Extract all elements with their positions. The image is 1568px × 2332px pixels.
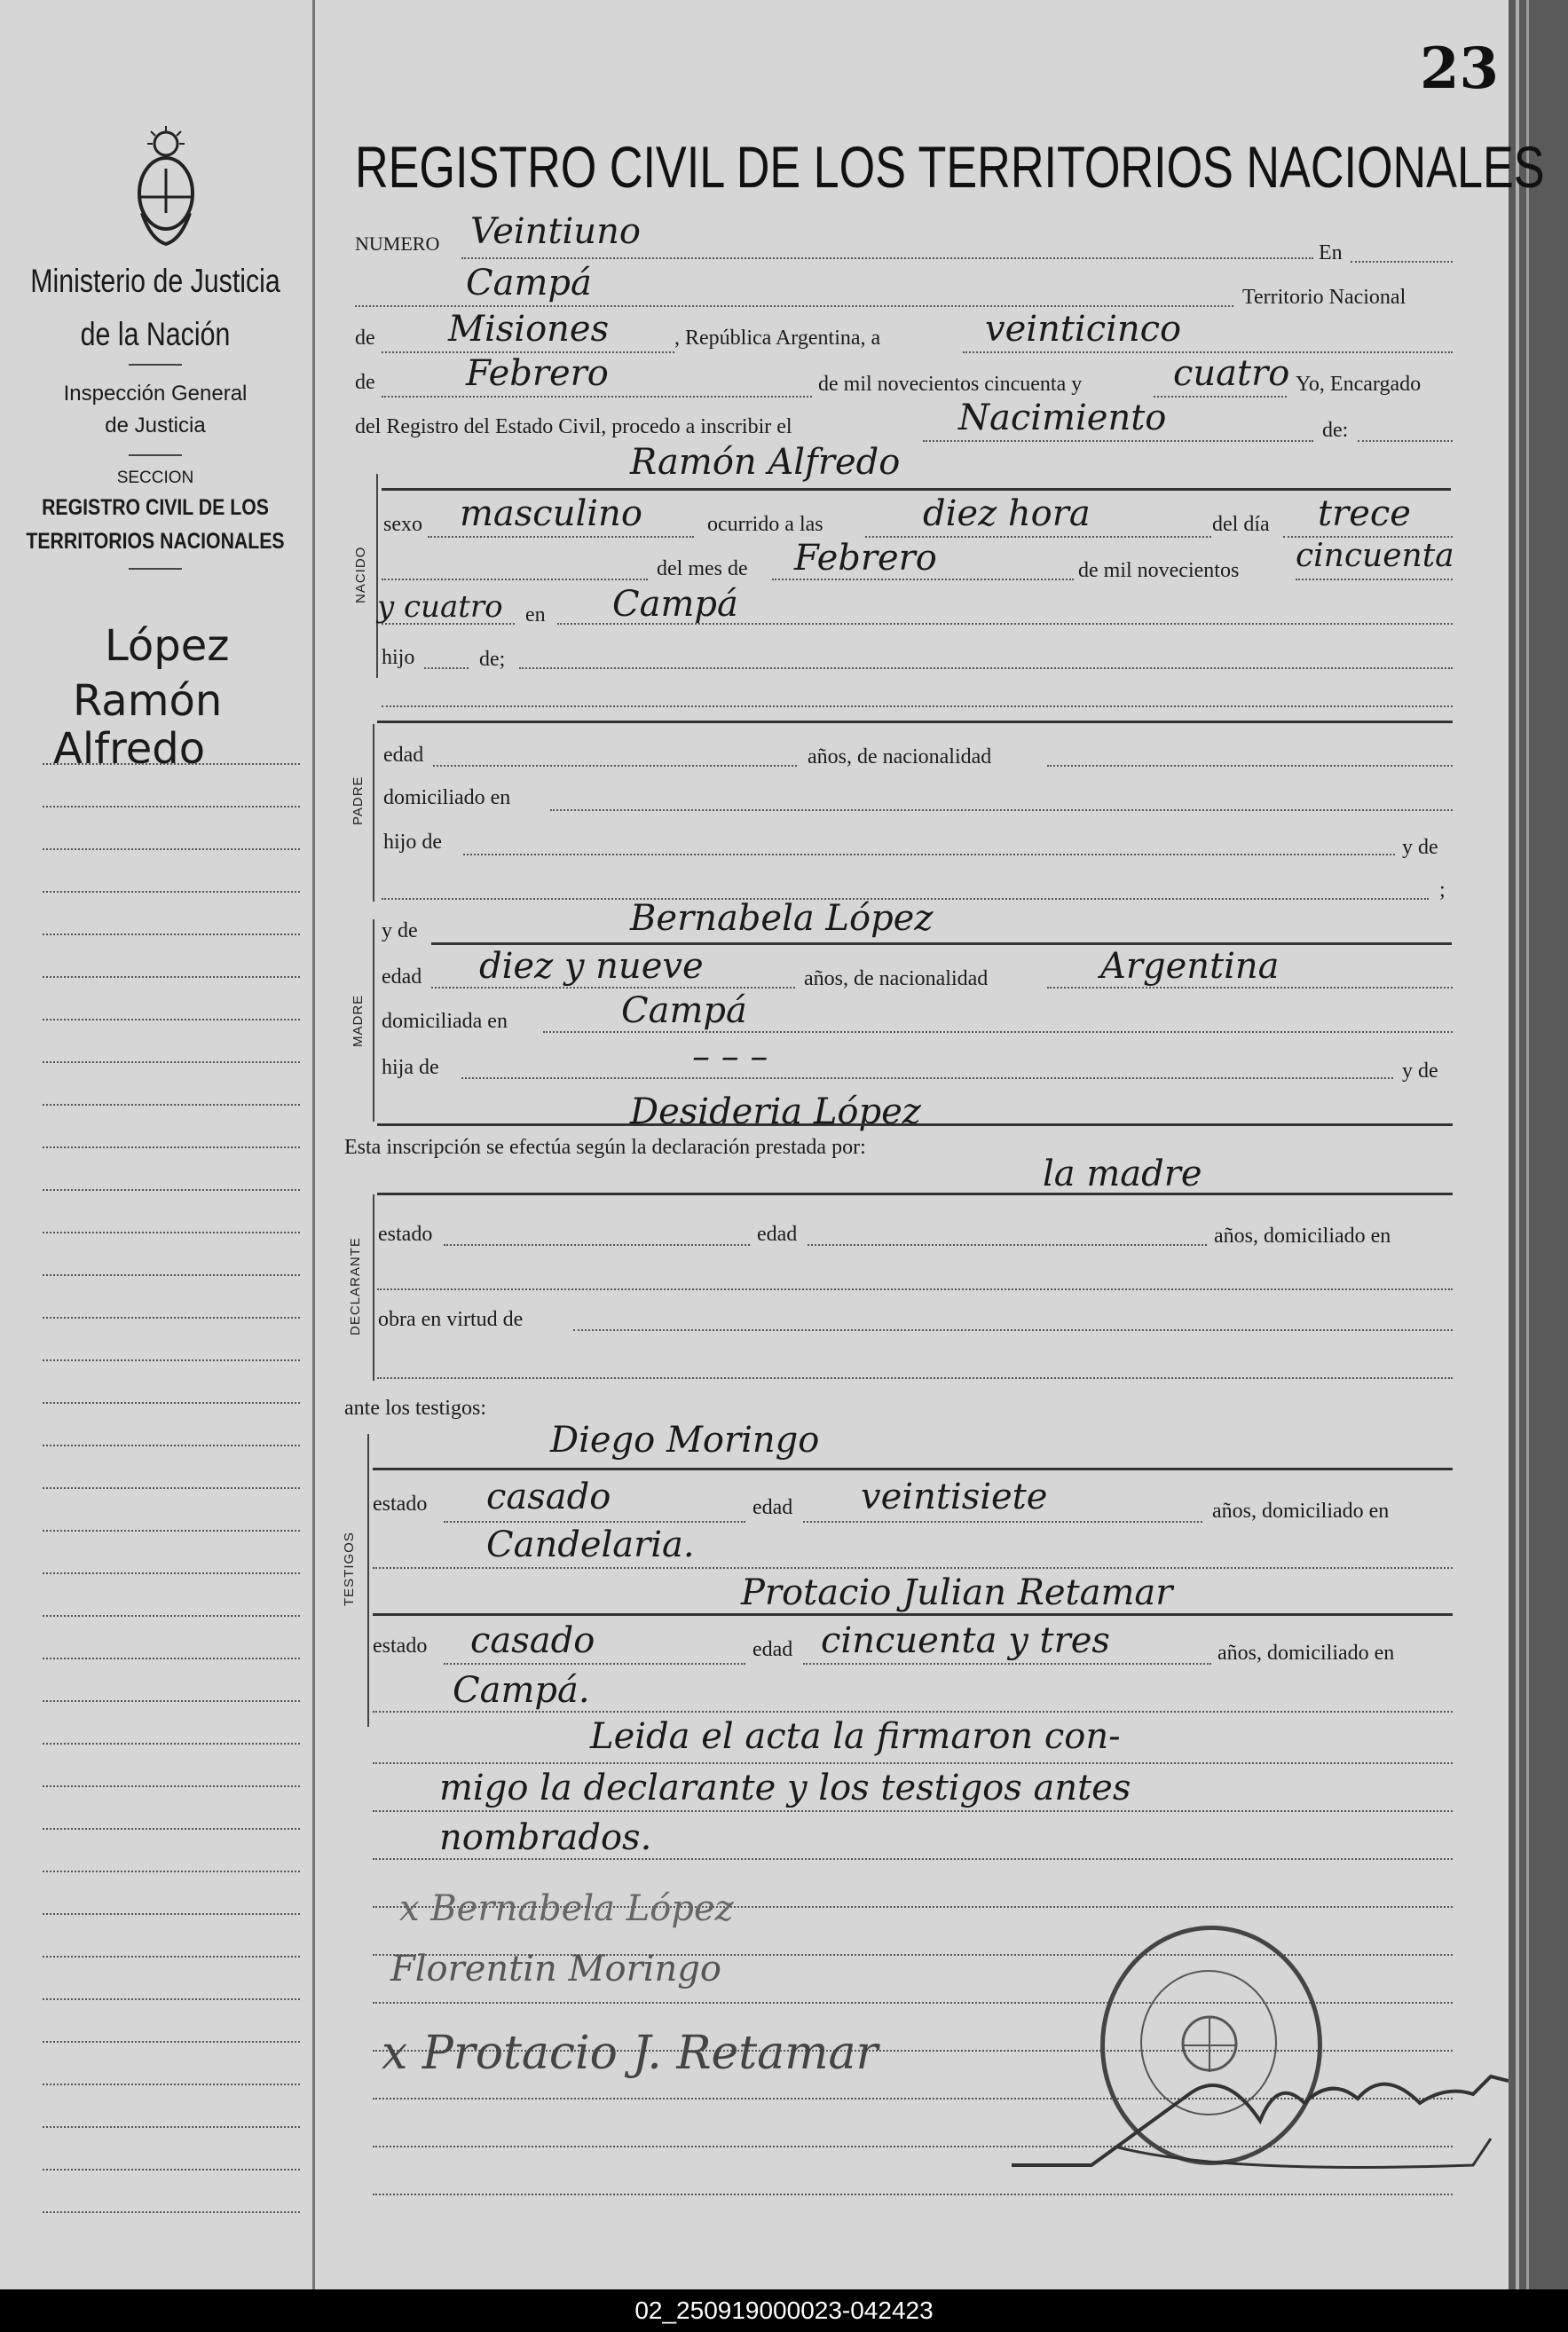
- witness2-estado-line: [444, 1663, 745, 1665]
- numero-value: Veintiuno: [470, 211, 641, 252]
- page-number: 23: [1420, 35, 1500, 102]
- witness2-name-line: [373, 1613, 1453, 1616]
- ministry-line2: de la Nación: [80, 316, 231, 352]
- madre-hija-label: hija de: [382, 1056, 439, 1079]
- margin-line: [43, 2169, 300, 2170]
- margin-line: [43, 1700, 300, 1702]
- numero-line: [461, 257, 1313, 259]
- witness1-edad-line: [803, 1521, 1202, 1523]
- witness1-anios-label: años, domiciliado en: [1212, 1500, 1390, 1523]
- de-label: de: [355, 371, 375, 394]
- margin-line: [43, 1232, 300, 1233]
- margin-line: [43, 1658, 300, 1659]
- margin-surname: López: [105, 621, 230, 671]
- margin-line: [43, 1956, 300, 1958]
- padre-edad-label: edad: [383, 744, 424, 767]
- witness1-domicilio: Candelaria.: [486, 1524, 695, 1565]
- encargado-label: Yo, Encargado: [1296, 373, 1422, 396]
- witness1-domicilio-line: [373, 1567, 1453, 1569]
- witness2-anios-label: años, domiciliado en: [1217, 1642, 1395, 1665]
- padre-section-label: PADRE: [351, 776, 366, 825]
- grandmother-name: Desideria López: [630, 1091, 921, 1132]
- de-line: [1358, 440, 1453, 442]
- declaracion-value: la madre: [1043, 1154, 1202, 1194]
- madre-name-line: [431, 942, 1452, 945]
- name-line: [382, 488, 1451, 491]
- witness1-estado: casado: [486, 1477, 611, 1517]
- signature-witness1: Florentin Moringo: [390, 1949, 721, 1989]
- del-dia-label: del día: [1212, 513, 1270, 536]
- madre-hija-line: [461, 1077, 1393, 1079]
- margin-middlename: Alfredo: [53, 724, 206, 774]
- margin-line: [43, 1998, 300, 2000]
- registrar-signature: [1012, 2041, 1509, 2192]
- madre-domicilio-label: domiciliada en: [382, 1010, 508, 1033]
- territory-value: Misiones: [448, 309, 610, 350]
- divider: [129, 364, 182, 366]
- madre-edad-line: [431, 987, 795, 989]
- birth-month-line: [772, 579, 1074, 580]
- margin-line: [43, 1530, 300, 1532]
- margin-line: [43, 1445, 300, 1446]
- madre-domicilio-value: Campá: [621, 990, 747, 1031]
- madre-anios-label: años, de nacionalidad: [804, 967, 989, 990]
- padre-semicolon: ;: [1439, 878, 1446, 902]
- padre-domicilio-label: domiciliado en: [383, 786, 511, 809]
- madre-edad-value: diez y nueve: [479, 946, 704, 987]
- en-line: [1351, 261, 1453, 263]
- ministry-line1: Ministerio de Justicia: [30, 263, 280, 299]
- mes-label: del mes de: [657, 557, 748, 580]
- madre-y-de-label: y de: [382, 919, 418, 942]
- margin-line: [43, 2126, 300, 2128]
- declarante-anios-label: años, domiciliado en: [1214, 1225, 1391, 1248]
- year-line: [1154, 396, 1287, 398]
- madre-y-de-label2: y de: [1402, 1060, 1438, 1083]
- witness2-edad-label: edad: [752, 1638, 793, 1661]
- padre-hijo-label: hijo de: [383, 831, 442, 854]
- margin-line: [43, 1189, 300, 1191]
- en-label: En: [1319, 241, 1343, 264]
- witness1-name-line: [373, 1468, 1453, 1470]
- obra-line: [573, 1329, 1453, 1331]
- ocurrido-label: ocurrido a las: [707, 513, 823, 536]
- birth-month-value: Febrero: [794, 538, 937, 579]
- coat-of-arms-icon: [133, 124, 200, 248]
- year-value: cuatro: [1173, 353, 1290, 394]
- en-label: en: [525, 603, 546, 626]
- padre-bracket: [373, 724, 383, 902]
- ruled-line: [373, 2194, 1453, 2195]
- margin-line: [43, 763, 300, 765]
- blank-line: [382, 705, 1453, 707]
- margin-line: [43, 2041, 300, 2043]
- closing-line3: nombrados.: [439, 1817, 652, 1858]
- ruled-line: [373, 1762, 1453, 1764]
- obra-label: obra en virtud de: [378, 1308, 524, 1331]
- section-line1: REGISTRO CIVIL DE LOS: [42, 495, 269, 520]
- signature-mother: x Bernabela López: [399, 1888, 734, 1929]
- witness2-edad-line: [803, 1663, 1211, 1665]
- book-edge: [1509, 0, 1568, 2289]
- hijo-de-line: [519, 667, 1453, 669]
- declarante-edad-label: edad: [757, 1223, 798, 1246]
- margin-line: [43, 1019, 300, 1020]
- margin-line: [43, 1871, 300, 1872]
- margin-line: [43, 2084, 300, 2085]
- sexo-line: [428, 536, 694, 538]
- act-type: Nacimiento: [958, 398, 1167, 438]
- hijo-de-label: de;: [479, 648, 506, 671]
- madre-domicilio-line: [543, 1031, 1453, 1033]
- margin-line: [43, 1359, 300, 1361]
- declarante-estado-label: estado: [378, 1223, 433, 1246]
- register-title: REGISTRO CIVIL DE LOS TERRITORIOS NACIONALES: [355, 134, 1545, 200]
- birth-year-value-a: cincuenta: [1296, 538, 1454, 574]
- birth-year-value-b: y cuatro: [377, 589, 503, 625]
- margin-line: [43, 976, 300, 978]
- margin-line: [43, 848, 300, 850]
- margin-separator: [312, 0, 315, 2289]
- divider: [129, 568, 182, 570]
- sexo-value: masculino: [460, 493, 642, 534]
- margin-line: [43, 891, 300, 893]
- hijo-line: [424, 667, 469, 669]
- witness1-estado-line: [444, 1521, 745, 1523]
- madre-nat-line: [1047, 987, 1453, 989]
- de-label: de: [355, 327, 375, 350]
- witness2-edad: cincuenta y tres: [821, 1620, 1110, 1661]
- declarante-top-rule: [377, 1193, 1453, 1195]
- month-line: [382, 396, 812, 398]
- margin-line: [43, 1061, 300, 1063]
- anio-label: de mil novecientos: [1078, 559, 1240, 582]
- act-type-line: [923, 440, 1313, 442]
- child-name: Ramón Alfredo: [630, 442, 901, 483]
- witness2-estado: casado: [470, 1620, 595, 1661]
- madre-section-label: MADRE: [351, 994, 366, 1047]
- witness1-edad: veintisiete: [861, 1477, 1048, 1517]
- testigos-bracket: [367, 1434, 378, 1727]
- margin-line: [43, 1146, 300, 1148]
- ruled-line: [373, 1858, 1453, 1860]
- margin-line: [43, 1572, 300, 1574]
- hour-value: diez hora: [923, 493, 1091, 534]
- witness1-edad-label: edad: [752, 1496, 793, 1519]
- madre-nationality: Argentina: [1100, 946, 1280, 987]
- section-line2: TERRITORIOS NACIONALES: [26, 529, 285, 554]
- nacido-section-label: NACIDO: [353, 546, 368, 603]
- year-label: de mil novecientos cincuenta y: [818, 373, 1083, 396]
- margin-line: [43, 1913, 300, 1915]
- closing-line2: migo la declarante y los testigos antes: [439, 1768, 1131, 1808]
- numero-label: NUMERO: [355, 232, 440, 255]
- margin-line: [43, 1317, 300, 1319]
- witness1-name: Diego Moringo: [550, 1420, 820, 1461]
- ruled-line: [373, 1810, 1453, 1812]
- margin-line: [43, 1274, 300, 1276]
- birth-day-value: trece: [1318, 493, 1411, 534]
- testigos-section-label: TESTIGOS: [342, 1532, 357, 1606]
- witness2-name: Protacio Julian Retamar: [741, 1572, 1173, 1613]
- witness2-estado-label: estado: [373, 1635, 428, 1658]
- declarante-section-label: DECLARANTE: [348, 1237, 363, 1335]
- inspection-line1: Inspección General: [63, 382, 248, 406]
- margin-line: [43, 1785, 300, 1787]
- declarante-blank-line: [377, 1288, 1453, 1290]
- obra-blank-line: [377, 1377, 1453, 1379]
- day-value: veinticinco: [985, 309, 1182, 350]
- padre-edad-line: [433, 765, 797, 767]
- padre-anios-label: años, de nacionalidad: [808, 745, 992, 768]
- year-b-line: [382, 623, 515, 625]
- hijo-label: hijo: [382, 646, 415, 669]
- signature-witness2: x Protacio J. Retamar: [382, 2027, 879, 2080]
- padre-domicilio-line: [550, 809, 1453, 811]
- divider: [129, 454, 182, 456]
- sexo-label: sexo: [383, 513, 422, 536]
- madre-edad-label: edad: [382, 965, 422, 989]
- padre-nat-line: [1047, 765, 1453, 767]
- birth-place-value: Campá: [612, 584, 738, 625]
- registro-label: del Registro del Estado Civil, procedo a inscribir el: [355, 415, 792, 438]
- padre-hijo-line: [463, 854, 1395, 855]
- place-value: Campá: [466, 263, 592, 303]
- padre-y-de-label: y de: [1402, 836, 1438, 859]
- section-label: SECCION: [116, 469, 194, 487]
- declarante-estado-line: [444, 1244, 750, 1246]
- de-colon-label: de:: [1322, 419, 1349, 442]
- madre-name: Bernabela López: [630, 898, 934, 939]
- blank-line: [382, 579, 648, 580]
- image-id-footer: 02_250919000023-042423: [0, 2289, 1568, 2332]
- month-value: Febrero: [466, 353, 609, 394]
- margin-line: [43, 1487, 300, 1489]
- ante-testigos-label: ante los testigos:: [344, 1397, 486, 1420]
- margin-firstname: Ramón: [73, 676, 223, 726]
- margin-line: [43, 2211, 300, 2213]
- witness1-estado-label: estado: [373, 1493, 428, 1516]
- declarante-edad-line: [808, 1244, 1207, 1246]
- margin-line: [43, 1402, 300, 1404]
- republica-label: , República Argentina, a: [674, 327, 881, 350]
- margin-line: [43, 806, 300, 808]
- witness2-domicilio-line: [373, 1711, 1453, 1713]
- margin-line: [43, 1104, 300, 1106]
- margin-line: [43, 1615, 300, 1617]
- birth-year-line: [1296, 579, 1453, 580]
- margin-line: [43, 1828, 300, 1830]
- territorio-label: Territorio Nacional: [1242, 286, 1406, 309]
- section-rule: [377, 721, 1453, 723]
- madre-hija-value: – – –: [692, 1036, 768, 1077]
- closing-line1: Leida el acta la firmaron con-: [590, 1716, 1121, 1757]
- margin-line: [43, 934, 300, 935]
- madre-rule: [377, 1123, 1453, 1126]
- witness2-domicilio: Campá.: [453, 1670, 590, 1711]
- place-line: [355, 305, 1233, 307]
- margin-line: [43, 1743, 300, 1745]
- declaracion-label: Esta inscripción se efectúa según la declaración prestada por:: [344, 1136, 866, 1159]
- inspection-line2: de Justicia: [105, 414, 206, 437]
